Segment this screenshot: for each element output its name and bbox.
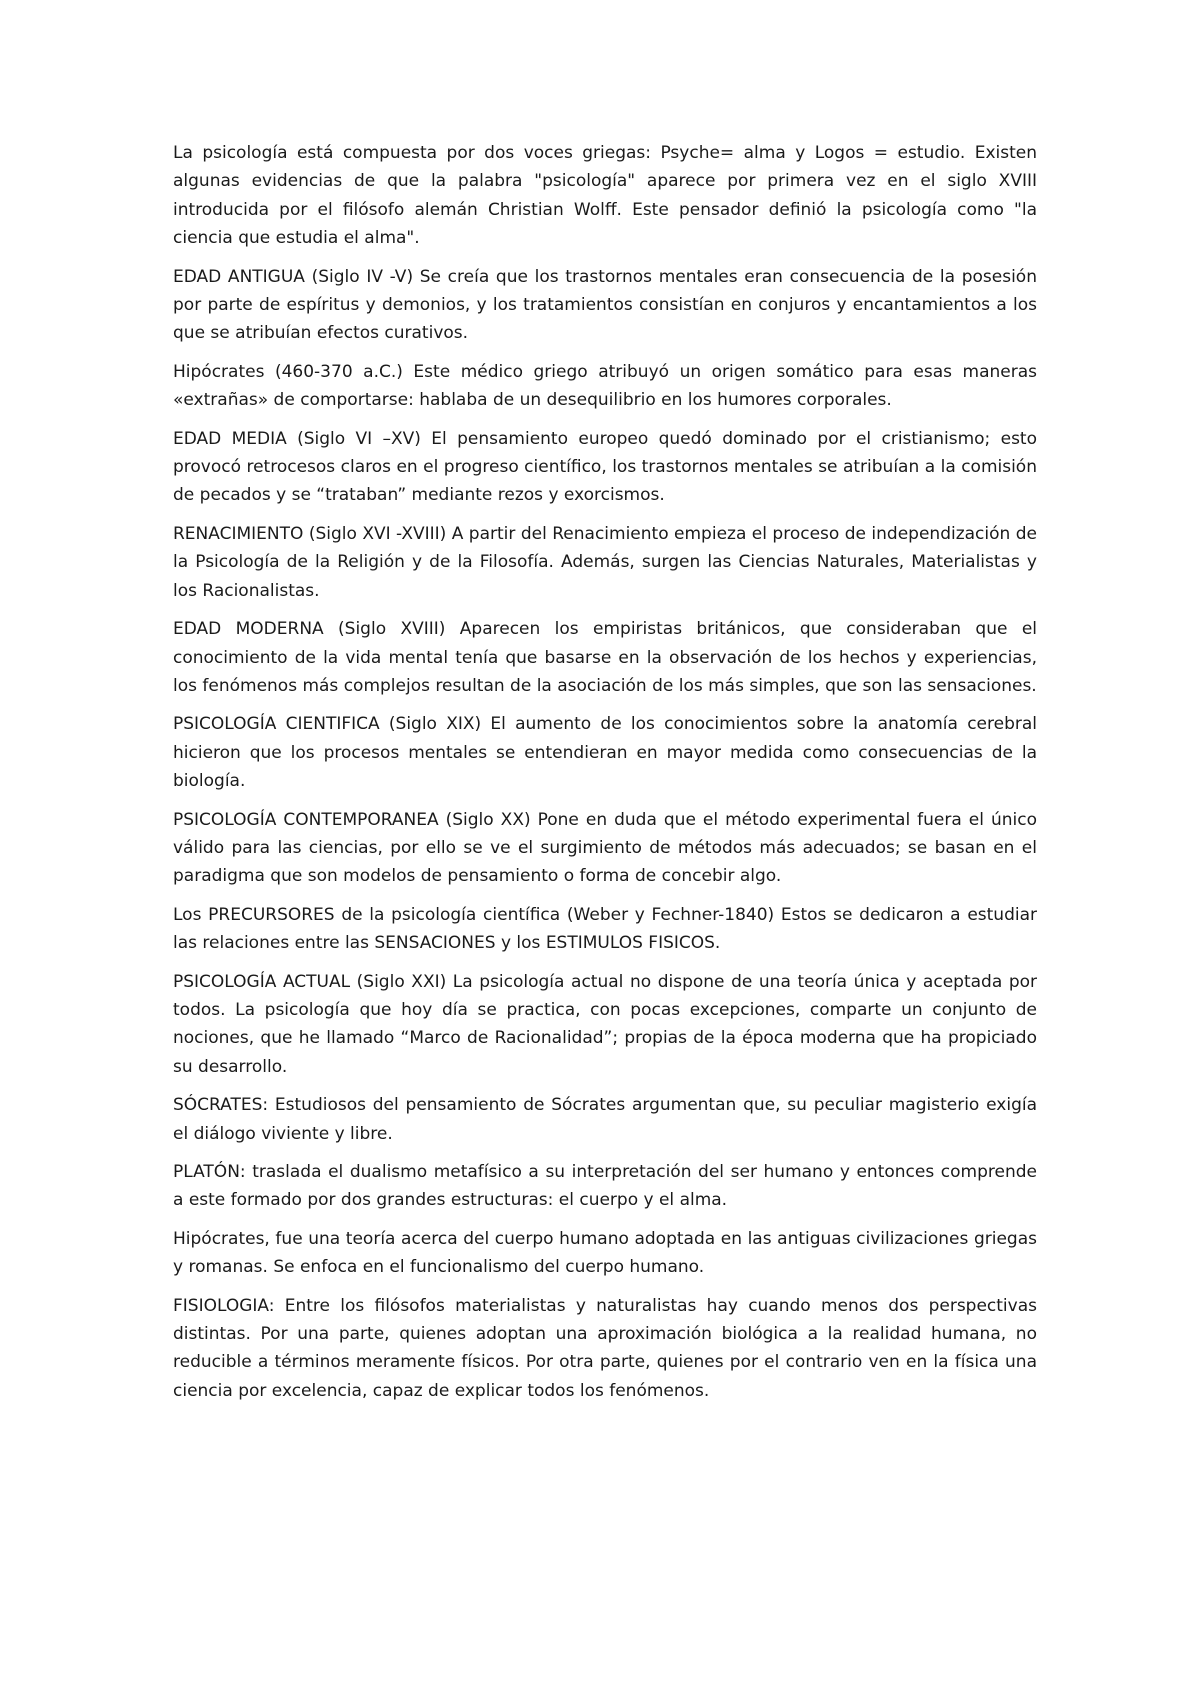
paragraph-edad-media: EDAD MEDIA (Siglo VI –XV) El pensamiento europeo quedó dominado por el cristianismo; esto provocó retrocesos claros en el progreso científico, los trastornos mentales se atribuían a la comisión de pecados y se “trataban” mediante rezos y exorcismos. [173,428,1037,506]
paragraph-psicologia-cientifica: PSICOLOGÍA CIENTIFICA (Siglo XIX) El aumento de los conocimientos sobre la anatomía cerebral hicieron que los procesos mentales se entendieran en mayor medida como consecuencias de la biología. [173,714,1037,792]
paragraph-hipocrates: Hipócrates (460-370 a.C.) Este médico griego atribuyó un origen somático para esas maneras «extrañas» de comportarse: hablaba de un desequilibrio en los humores corporales. [173,361,1037,411]
paragraph-edad-moderna: EDAD MODERNA (Siglo XVIII) Aparecen los empiristas británicos, que consideraban que el conocimiento de la vida mental tenía que basarse en la observación de los hechos y experiencias, los fenómenos más complejos resultan de la asociación de los más simples, que son las sensaciones. [173,619,1037,696]
paragraph-platon: PLATÓN: traslada el dualismo metafísico a su interpretación del ser humano y entonces comprende a este formado por dos grandes estructuras: el cuerpo y el alma. [173,1162,1037,1211]
paragraph-precursores: Los PRECURSORES de la psicología científica (Weber y Fechner-1840) Estos se dedicaron a estudiar las relaciones entre las SENSACIONES y los ESTIMULOS FISICOS. [173,904,1037,954]
paragraph-psicologia-contemporanea: PSICOLOGÍA CONTEMPORANEA (Siglo XX) Pone en duda que el método experimental fuera el único válido para las ciencias, por ello se ve el surgimiento de métodos más adecuados; se basan en el paradigma que son modelos de pensamiento o forma de concebir algo. [173,809,1037,887]
document-body [173,139,1037,1415]
paragraph-hipocrates-teoria: Hipócrates, fue una teoría acerca del cuerpo humano adoptada en las antiguas civilizaciones griegas y romanas. Se enfoca en el funcionalismo del cuerpo humano. [173,1228,1037,1278]
paragraph-intro: La psicología está compuesta por dos voces griegas: Psyche= alma y Logos = estudio. Existen algunas evidencias de que la palabra "psicología" aparece por primera vez en el siglo XVIII introducida por el filósofo alemán Christian Wolff. Este pensador definió la psicología como "la ciencia que estudia el alma". [173,143,1037,249]
paragraph-edad-antigua: EDAD ANTIGUA (Siglo IV -V) Se creía que los trastornos mentales eran consecuencia de la posesión por parte de espíritus y demonios, y los tratamientos consistían en conjuros y encantamientos a los que se atribuían efectos curativos. [173,266,1037,344]
paragraph-fisiologia: FISIOLOGIA: Entre los filósofos materialistas y naturalistas hay cuando menos dos perspectivas distintas. Por una parte, quienes adoptan una aproximación biológica a la realidad humana, no reducible a términos meramente físicos. Por otra parte, quienes por el contrario ven en la física una ciencia por excelencia, capaz de explicar todos los fenómenos. [173,1295,1037,1401]
paragraph-socrates: SÓCRATES: Estudiosos del pensamiento de Sócrates argumentan que, su peculiar magisterio exigía el diálogo viviente y libre. [173,1095,1037,1144]
paragraph-renacimiento: RENACIMIENTO (Siglo XVI -XVIII) A partir del Renacimiento empieza el proceso de independización de la Psicología de la Religión y de la Filosofía. Además, surgen las Ciencias Naturales, Materialistas y los Racionalistas. [173,523,1037,601]
paragraph-psicologia-actual: PSICOLOGÍA ACTUAL (Siglo XXI) La psicología actual no dispone de una teoría única y aceptada por todos. La psicología que hoy día se practica, con pocas excepciones, comparte un conjunto de nociones, que he llamado “Marco de Racionalidad”; propias de la época moderna que ha propiciado su desarrollo. [173,971,1037,1077]
